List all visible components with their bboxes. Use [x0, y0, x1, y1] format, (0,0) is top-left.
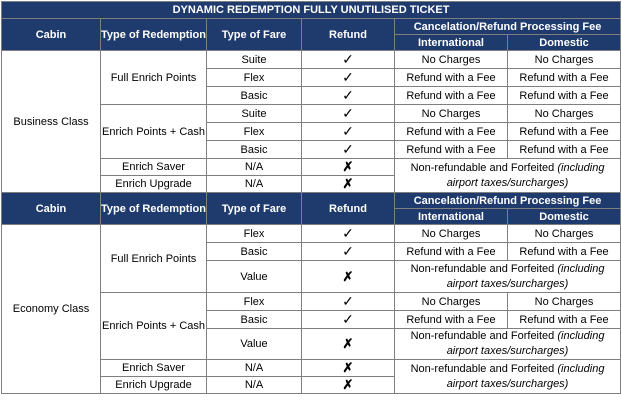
check-icon: ✓ — [302, 311, 395, 329]
fare-na: N/A — [207, 360, 302, 377]
fare-basic: Basic — [207, 141, 302, 159]
redemption-table — [1, 1, 621, 394]
fee-domestic: Refund with a Fee — [508, 311, 621, 329]
header-type-of-fare: Type of Fare — [207, 193, 302, 225]
redemption-enrich-saver: Enrich Saver — [101, 360, 207, 377]
cross-icon: ✗ — [302, 159, 395, 176]
fee-nonrefundable — [395, 261, 621, 293]
redemption-enrich-cash: Enrich Points + Cash — [101, 105, 207, 159]
header-fee: Cancelation/Refund Processing Fee — [395, 19, 621, 35]
cross-icon: ✗ — [302, 360, 395, 377]
check-icon: ✓ — [302, 243, 395, 261]
redemption-enrich-upgrade: Enrich Upgrade — [101, 377, 207, 394]
cross-icon: ✗ — [302, 377, 395, 394]
redemption-full-enrich: Full Enrich Points — [101, 225, 207, 293]
fee-international: Refund with a Fee — [395, 311, 508, 329]
check-icon: ✓ — [302, 225, 395, 243]
fee-domestic: No Charges — [508, 225, 621, 243]
check-icon: ✓ — [302, 141, 395, 159]
redemption-enrich-saver: Enrich Saver — [101, 159, 207, 176]
header-international: International — [395, 35, 508, 51]
fee-international: Refund with a Fee — [395, 243, 508, 261]
fee-international: No Charges — [395, 225, 508, 243]
check-icon: ✓ — [302, 123, 395, 141]
check-icon: ✓ — [302, 105, 395, 123]
fee-domestic: Refund with a Fee — [508, 243, 621, 261]
cross-icon: ✗ — [302, 176, 395, 193]
header-type-of-redemption: Type of Redemption — [101, 193, 207, 225]
fare-basic: Basic — [207, 311, 302, 329]
fee-domestic: Refund with a Fee — [508, 69, 621, 87]
fee-domestic: Refund with a Fee — [508, 123, 621, 141]
fare-na: N/A — [207, 159, 302, 176]
header-refund: Refund — [302, 19, 395, 51]
fee-domestic: Refund with a Fee — [508, 141, 621, 159]
header-type-of-fare: Type of Fare — [207, 19, 302, 51]
fare-suite: Suite — [207, 105, 302, 123]
nonref-note: (including airport taxes/surcharges) — [446, 362, 605, 390]
fare-flex: Flex — [207, 69, 302, 87]
header-cabin: Cabin — [2, 193, 101, 225]
fee-nonrefundable — [395, 360, 621, 394]
fare-value: Value — [207, 261, 302, 293]
fee-domestic: No Charges — [508, 51, 621, 69]
fare-na: N/A — [207, 176, 302, 193]
fare-basic: Basic — [207, 87, 302, 105]
fee-nonrefundable — [395, 159, 621, 193]
fee-domestic: No Charges — [508, 293, 621, 311]
redemption-enrich-upgrade: Enrich Upgrade — [101, 176, 207, 193]
header-domestic: Domestic — [508, 209, 621, 225]
header-international: International — [395, 209, 508, 225]
check-icon: ✓ — [302, 293, 395, 311]
header-cabin: Cabin — [2, 19, 101, 51]
header-fee: Cancelation/Refund Processing Fee — [395, 193, 621, 209]
cabin-economy: Economy Class — [2, 225, 101, 394]
fee-domestic: No Charges — [508, 105, 621, 123]
fee-nonrefundable — [395, 329, 621, 360]
table-title: DYNAMIC REDEMPTION FULLY UNUTILISED TICKET — [2, 2, 621, 19]
nonref-main: Non-refundable and Forfeited — [410, 330, 555, 342]
fee-domestic: Refund with a Fee — [508, 87, 621, 105]
fare-flex: Flex — [207, 123, 302, 141]
fare-flex: Flex — [207, 225, 302, 243]
fee-international: Refund with a Fee — [395, 69, 508, 87]
fee-international: Refund with a Fee — [395, 123, 508, 141]
redemption-enrich-cash: Enrich Points + Cash — [101, 293, 207, 360]
fare-na: N/A — [207, 377, 302, 394]
fare-suite: Suite — [207, 51, 302, 69]
nonref-main: Non-refundable and Forfeited — [410, 161, 555, 174]
nonref-note: (including airport taxes/surcharges) — [446, 262, 605, 290]
redemption-full-enrich: Full Enrich Points — [101, 51, 207, 105]
cabin-business: Business Class — [2, 51, 101, 193]
cross-icon: ✗ — [302, 329, 395, 360]
nonref-note: (including airport taxes/surcharges) — [446, 330, 605, 357]
check-icon: ✓ — [302, 69, 395, 87]
fare-basic: Basic — [207, 243, 302, 261]
fare-value: Value — [207, 329, 302, 360]
header-refund: Refund — [302, 193, 395, 225]
nonref-main: Non-refundable and Forfeited — [410, 362, 555, 375]
fare-flex: Flex — [207, 293, 302, 311]
nonref-main: Non-refundable and Forfeited — [410, 262, 555, 275]
header-domestic: Domestic — [508, 35, 621, 51]
cross-icon: ✗ — [302, 261, 395, 293]
fee-international: No Charges — [395, 51, 508, 69]
check-icon: ✓ — [302, 51, 395, 69]
fee-international: Refund with a Fee — [395, 141, 508, 159]
header-type-of-redemption: Type of Redemption — [101, 19, 207, 51]
fee-international: Refund with a Fee — [395, 87, 508, 105]
check-icon: ✓ — [302, 87, 395, 105]
fee-international: No Charges — [395, 293, 508, 311]
fee-international: No Charges — [395, 105, 508, 123]
nonref-note: (including airport taxes/surcharges) — [446, 161, 605, 189]
